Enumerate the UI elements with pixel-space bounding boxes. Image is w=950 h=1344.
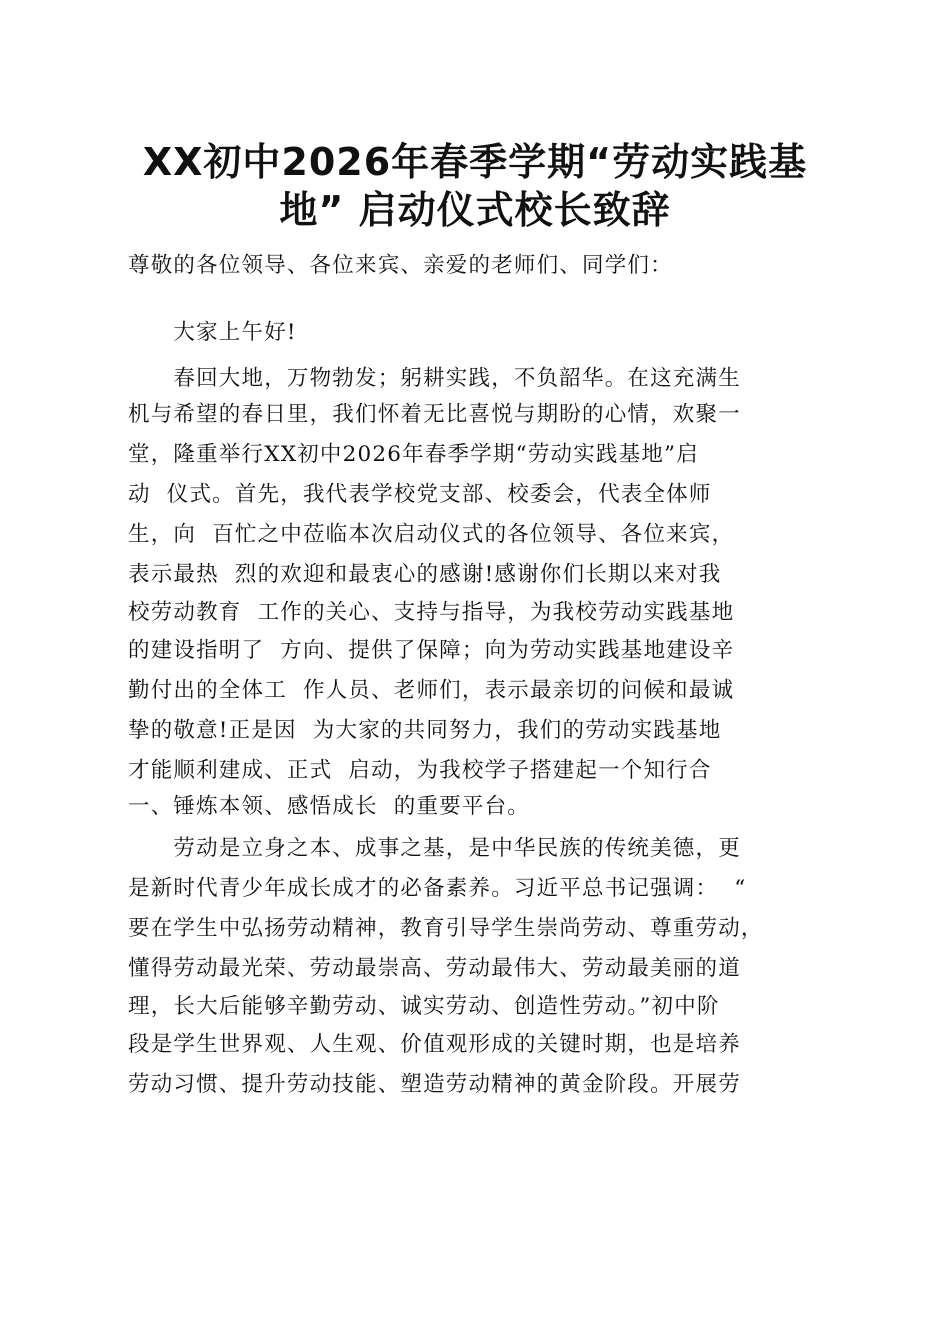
body-text-line: 段是学生世界观、人生观、价值观形成的关键时期，也是培养 bbox=[128, 1032, 741, 1057]
body-text-line: 一、锤炼本领、感悟成长 的重要平台。 bbox=[128, 794, 530, 819]
body-text-line: 要在学生中弘扬劳动精神，教育引导学生崇尚劳动、尊重劳动， bbox=[128, 916, 764, 941]
body-text-line: 理，长大后能够辛勤劳动、诚实劳动、创造性劳动。”初中阶 bbox=[128, 994, 720, 1019]
salutation-line: 尊敬的各位领导、各位来宾、亲爱的老师们、同学们： bbox=[128, 253, 673, 278]
document-title-line-2: 地” 启动仪式校长致辞 bbox=[279, 188, 671, 232]
body-text-line: 堂，隆重举行XX初中2026年春季学期“劳动实践基地”启 bbox=[128, 442, 699, 467]
body-text-line: 表示最热 烈的欢迎和最衷心的感谢!感谢你们长期以来对我 bbox=[128, 562, 722, 587]
body-text-line: 勤付出的全体工 作人员、老师们，表示最亲切的问候和最诚 bbox=[128, 678, 735, 703]
body-text-line: 劳动是立身之本、成事之基，是中华民族的传统美德，更 bbox=[128, 836, 741, 861]
body-text-line: 是新时代青少年成长成才的必备素养。习近平总书记强调： “ bbox=[128, 876, 747, 901]
body-text-line: 才能顺利建成、正式 启动，为我校学子搭建起一个知行合 bbox=[128, 758, 712, 783]
body-text-line: 校劳动教育 工作的关心、支持与指导，为我校劳动实践基地 bbox=[128, 600, 735, 625]
body-text-line: 机与希望的春日里，我们怀着无比喜悦与期盼的心情，欢聚一 bbox=[128, 402, 741, 427]
document-title-line-1: XX初中2026年春季学期“劳动实践基 bbox=[142, 140, 808, 184]
body-text-line: 春回大地，万物勃发；躬耕实践，不负韶华。在这充满生 bbox=[128, 366, 741, 391]
body-text-line: 挚的敬意!正是因 为大家的共同努力，我们的劳动实践基地 bbox=[128, 718, 722, 743]
body-text-line: 大家上午好! bbox=[128, 320, 297, 345]
body-text-line: 生，向 百忙之中莅临本次启动仪式的各位领导、各位来宾， bbox=[128, 522, 735, 547]
body-text-line: 懂得劳动最光荣、劳动最崇高、劳动最伟大、劳动最美丽的道 bbox=[128, 956, 741, 981]
body-text-line: 动 仪式。首先，我代表学校党支部、校委会，代表全体师 bbox=[128, 482, 712, 507]
body-text-line: 的建设指明了 方向、提供了保障；向为劳动实践基地建设辛 bbox=[128, 638, 735, 663]
body-text-line: 劳动习惯、提升劳动技能、塑造劳动精神的黄金阶段。开展劳 bbox=[128, 1072, 741, 1097]
